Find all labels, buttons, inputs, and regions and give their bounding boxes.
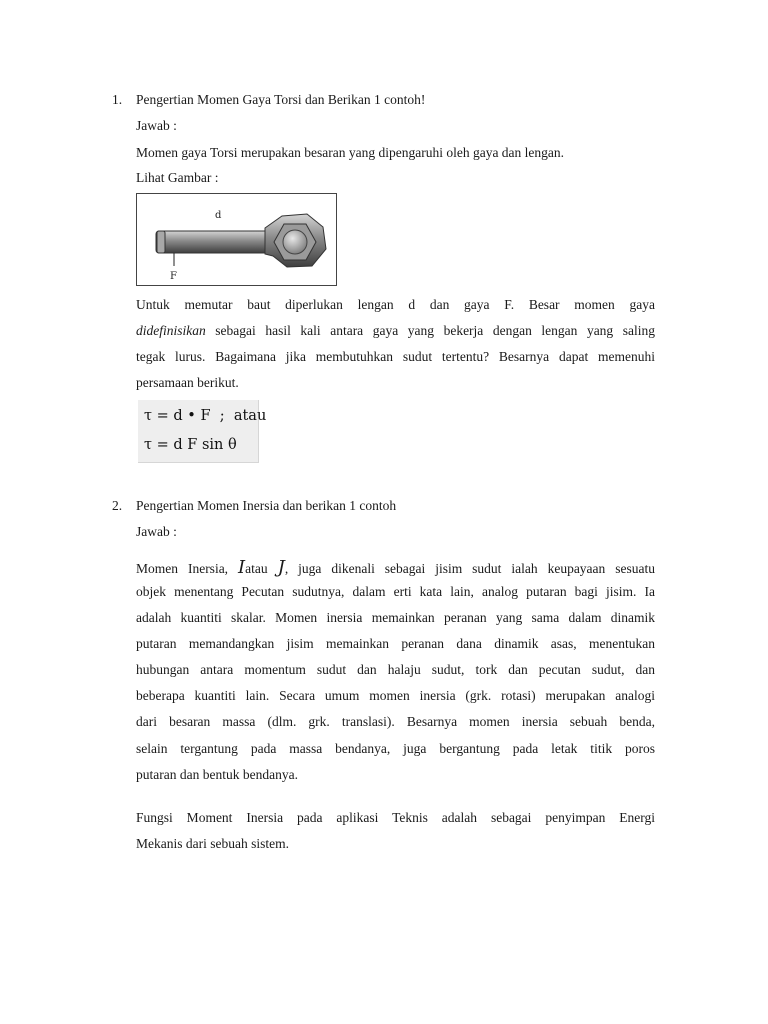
q1-para-line-4: persamaan berikut. bbox=[136, 375, 239, 390]
defined-term: didefinisikan bbox=[136, 323, 206, 338]
symbol-j: J bbox=[277, 557, 285, 578]
formula-line-1: τ = d • F ; atau bbox=[144, 408, 267, 424]
q1-number: 1. bbox=[112, 92, 123, 107]
q2-question: Pengertian Momen Inersia dan berikan 1 contoh bbox=[136, 498, 397, 513]
q1-definition: Momen gaya Torsi merupakan besaran yang dipengaruhi oleh gaya dan lengan. bbox=[136, 145, 565, 160]
q1-see-figure: Lihat Gambar : bbox=[136, 170, 219, 185]
label-f: F bbox=[170, 271, 177, 282]
q2-para1-line-1: Momen Inersia, Iatau J, juga dikenali sebagai jisim sudut ialah keupayaan sesuatu bbox=[136, 557, 655, 578]
q2-para1-line-3: adalah kuantiti skalar. Momen inersia memainkan peranan yang sama dalam dinamik bbox=[136, 610, 655, 625]
q1-answer-label: Jawab : bbox=[136, 118, 177, 133]
q2-para1-line-2: objek menentang Pecutan sudutnya, dalam erti kata lain, analog putaran bagi jisim. Ia bbox=[136, 584, 655, 599]
torque-formula-box bbox=[138, 400, 267, 463]
symbol-i: I bbox=[238, 557, 246, 578]
q2-para2-line-1: Fungsi Moment Inersia pada aplikasi Teknis adalah sebagai penyimpan Energi bbox=[136, 810, 655, 825]
label-d: d bbox=[215, 210, 222, 221]
wrench-illustration bbox=[137, 194, 336, 285]
formula-line-2: τ = d F sin θ bbox=[144, 437, 237, 453]
q2-number: 2. bbox=[112, 498, 123, 513]
q2-para1-line-4: putaran memandangkan jisim memainkan peranan dana dinamik asas, menentukan bbox=[136, 636, 655, 651]
q2-para2-line-2: Mekanis dari sebuah sistem. bbox=[136, 836, 289, 851]
q1-para-line-3: tegak lurus. Bagaimana jika membutuhkan sudut tertentu? Besarnya dapat memenuhi bbox=[136, 349, 655, 364]
q1-para-line-1: Untuk memutar baut diperlukan lengan d dan gaya F. Besar momen gaya bbox=[136, 297, 655, 312]
q2-para1-line-9: putaran dan bentuk bendanya. bbox=[136, 767, 298, 782]
q2-para1-line-8: selain tergantung pada massa bendanya, juga bergantung pada letak titik poros bbox=[136, 741, 655, 756]
q2-para1-line-5: hubungan antara momentum sudut dan halaju sudut, tork dan pecutan sudut, dan bbox=[136, 662, 655, 677]
q2-answer-label: Jawab : bbox=[136, 524, 177, 539]
q2-para1-line-6: beberapa kuantiti lain. Secara umum momen inersia (grk. rotasi) merupakan analogi bbox=[136, 688, 655, 703]
q2-para1-line-7: dari besaran massa (dlm. grk. translasi). Besarnya momen inersia sebuah benda, bbox=[136, 714, 655, 729]
q1-para-line-2: didefinisikan sebagai hasil kali antara gaya yang bekerja dengan lengan yang saling bbox=[136, 323, 655, 338]
q1-question: Pengertian Momen Gaya Torsi dan Berikan 1 contoh! bbox=[136, 92, 426, 107]
wrench-figure bbox=[136, 193, 337, 286]
